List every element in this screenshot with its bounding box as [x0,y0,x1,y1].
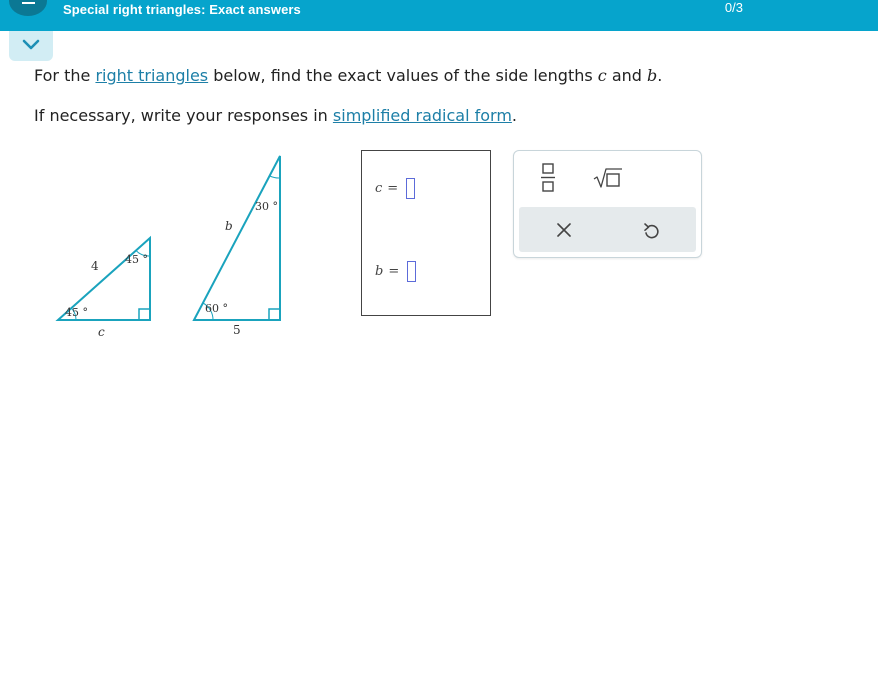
simplified-radical-form-link[interactable]: simplified radical form [332,106,512,125]
collapse-button[interactable] [9,31,53,61]
answer-label-c: c [375,181,383,196]
header-bar [0,0,878,31]
answer-row-c [375,178,415,199]
hypotenuse-label: b [225,219,233,233]
base-label: c [98,325,105,339]
answer-box [361,150,491,316]
question-text: If necessary, write your responses in [34,106,333,125]
square-root-icon[interactable] [593,167,623,189]
menu-button[interactable] [9,0,47,16]
question-text: below, find the exact values of the side lengths [208,66,598,85]
b-answer-input[interactable] [407,261,416,282]
answer-label-b: b [375,264,384,279]
triangles-figure [50,150,300,340]
chevron-down-icon [22,39,40,51]
question-text: . [511,106,517,125]
clear-icon[interactable] [557,223,571,237]
angle-label: 30 ° [255,200,278,213]
angle-label: 45 ° [65,306,88,319]
variable-c: c [597,66,607,85]
page-title: Special right triangles: Exact answers [63,2,301,17]
question-line-2 [34,106,517,125]
angle-label: 60 ° [205,302,228,315]
right-triangles-link[interactable]: right triangles [95,66,209,85]
hypotenuse-label: 4 [91,259,99,273]
answer-row-b [375,261,416,282]
fraction-icon[interactable] [541,162,555,194]
keypad-actions [519,207,696,252]
triangle-45-45-90 [58,238,150,339]
variable-b: b [647,66,658,85]
angle-label: 45 ° [125,253,148,266]
menu-icon [22,2,35,4]
right-angle-marker [139,309,150,320]
c-answer-input[interactable] [406,178,415,199]
undo-icon[interactable] [643,222,659,240]
triangle-30-60-90 [194,156,280,337]
equals-sign: = [388,264,400,279]
right-angle-marker [269,309,280,320]
question-text: and [606,66,648,85]
question-text: For the [34,66,96,85]
base-label: 5 [233,323,241,337]
question-line-1 [34,66,662,85]
progress-counter: 0/3 [724,0,743,15]
equals-sign: = [387,181,399,196]
question-text: . [657,66,663,85]
